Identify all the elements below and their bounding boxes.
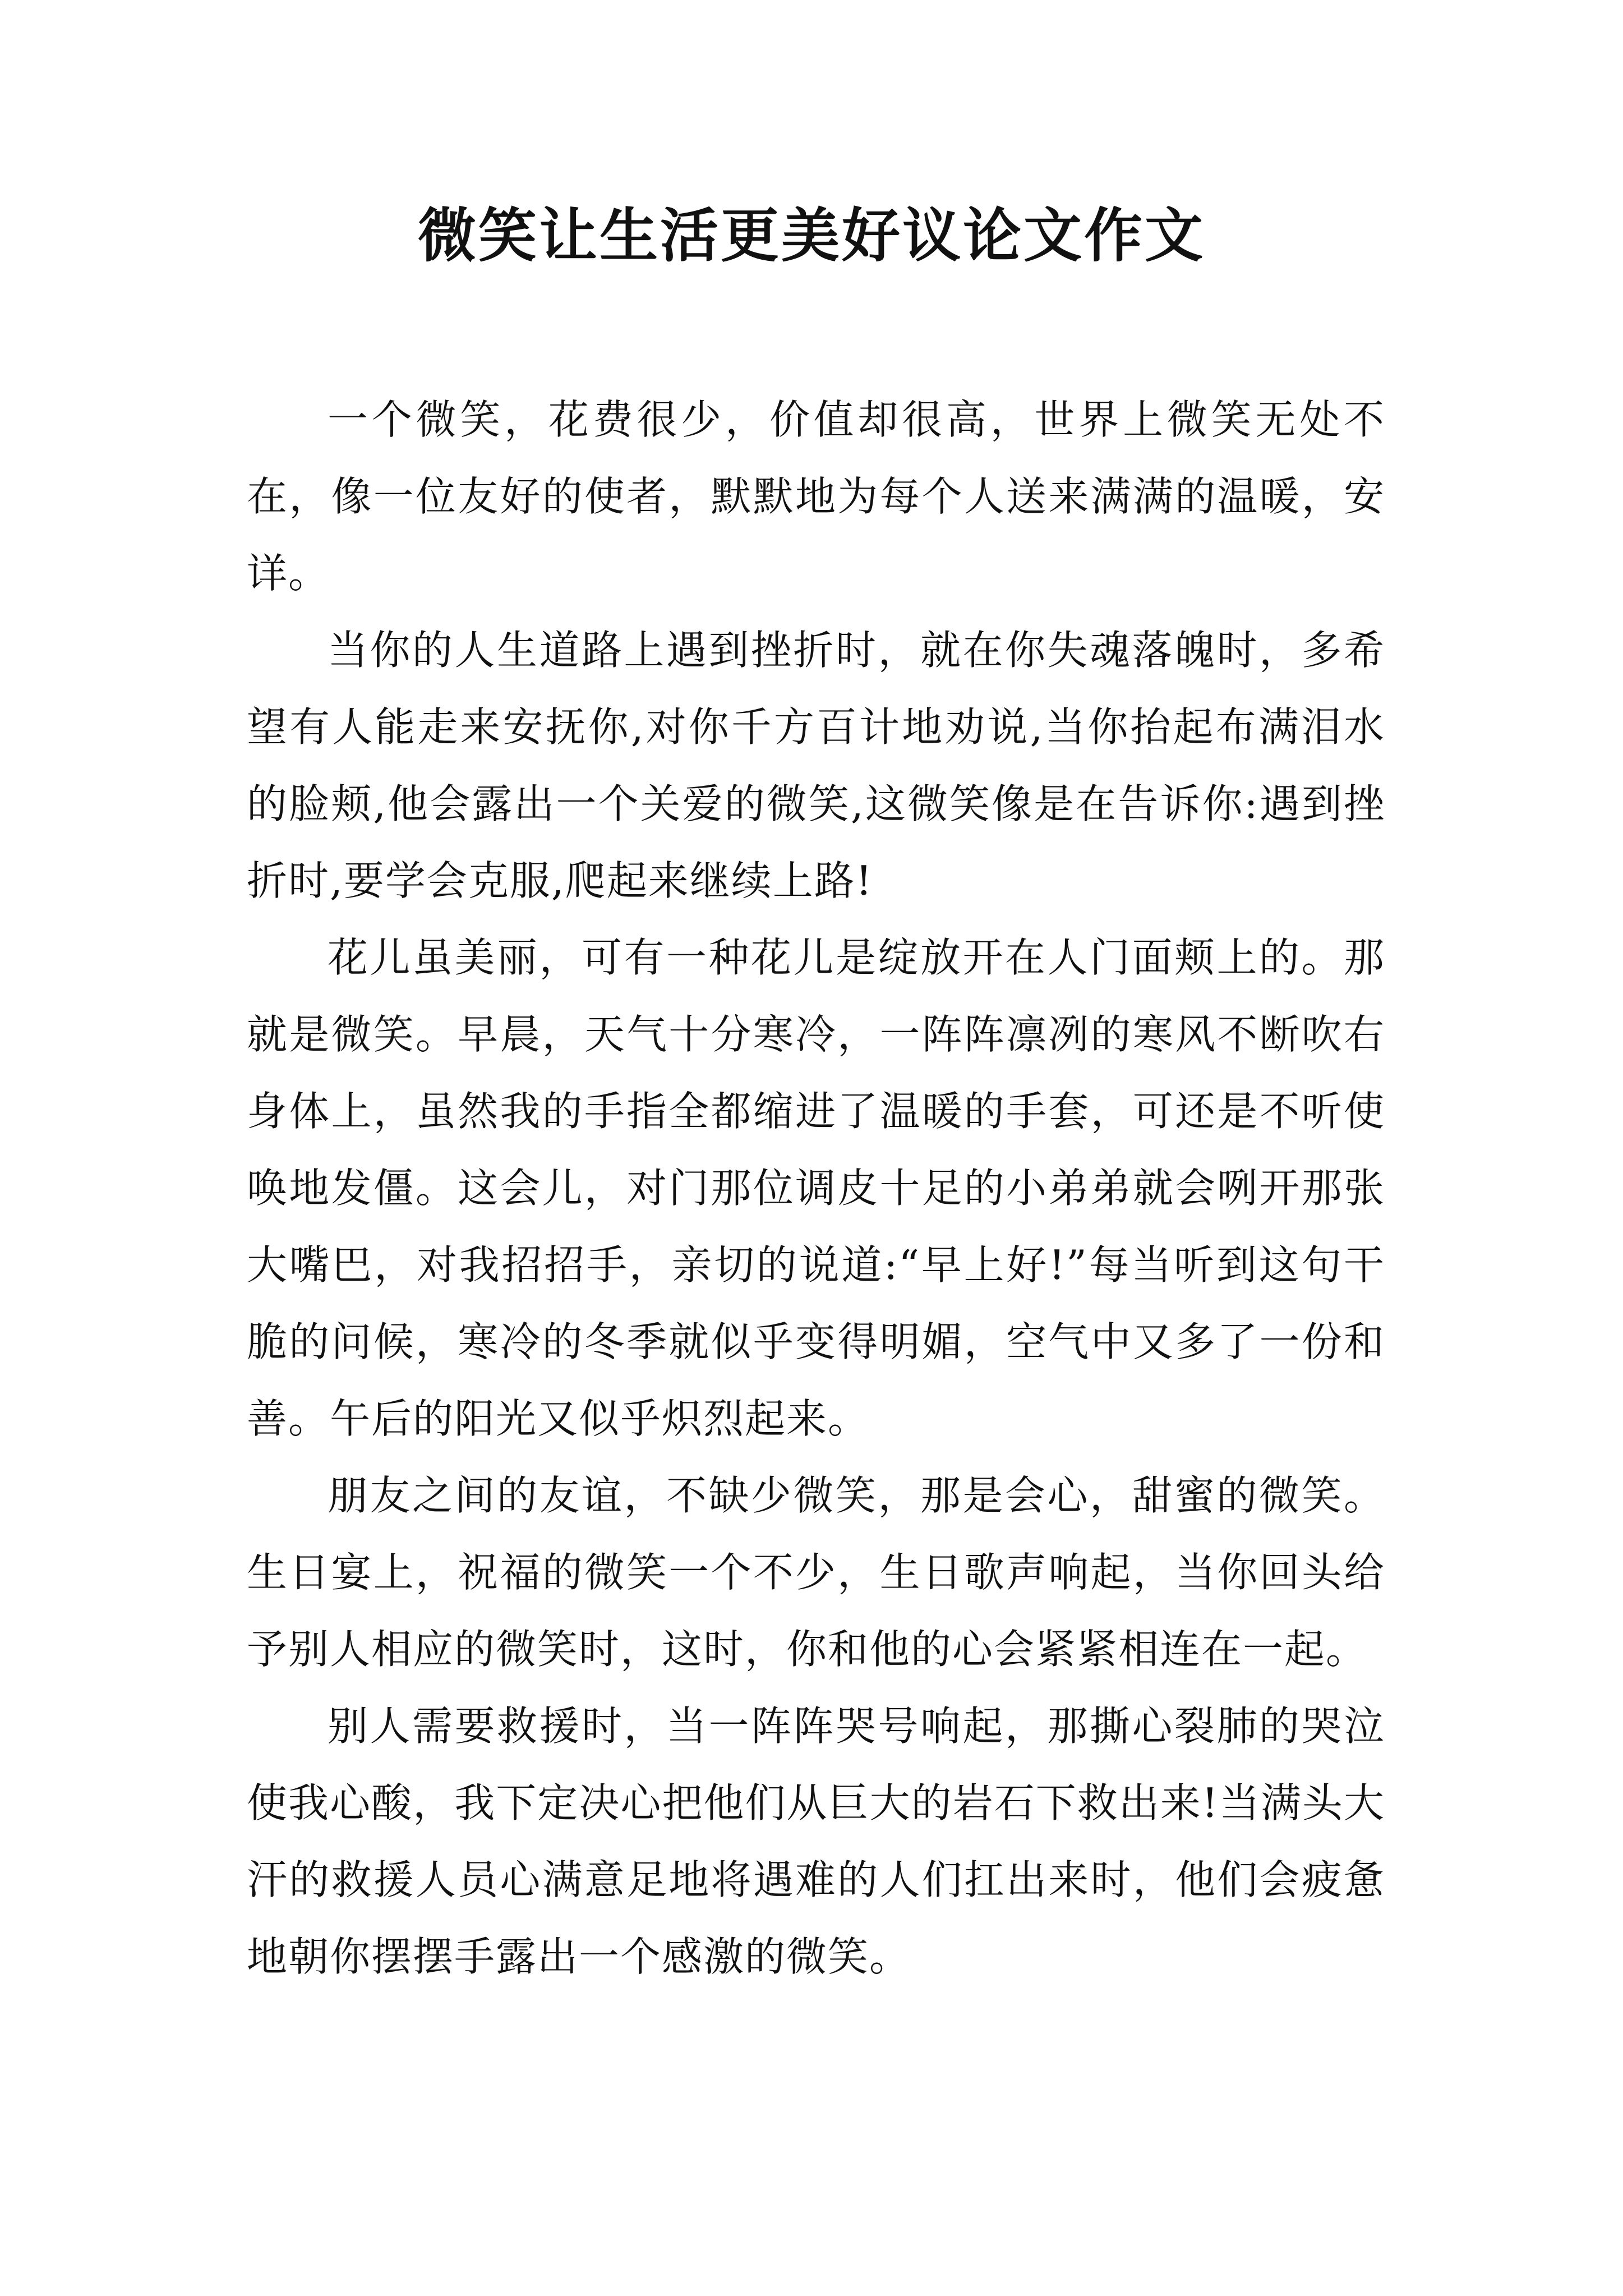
- paragraph-5: 别人需要救援时，当一阵阵哭号响起，那撕心裂肺的哭泣使我心酸，我下定决心把他们从巨大的岩石下救出来!当满头大汗的救援人员心满意足地将遇难的人们扛出来时，他们会疲惫地朝你摆摆手露出一个感激的微笑。: [247, 1703, 1385, 1980]
- paragraph-4: 朋友之间的友谊，不缺少微笑，那是会心，甜蜜的微笑。生日宴上，祝福的微笑一个不少，生日歌声响起，当你回头给予别人相应的微笑时，这时，你和他的心会紧紧相连在一起。: [247, 1472, 1385, 1673]
- paragraph-3: 花儿虽美丽，可有一种花儿是绽放开在人门面颊上的。那就是微笑。早晨，天气十分寒冷，一阵阵凛冽的寒风不断吹右身体上，虽然我的手指全都缩进了温暖的手套，可还是不听使唤地发僵。这会儿，对门那位调皮十足的小弟弟就会咧开那张大嘴巴，对我招招手，亲切的说道:“早上好!”每当听到这句干脆的问候，寒冷的冬季就似乎变得明媚，空气中又多了一份和善。午后的阳光又似乎炽烈起来。: [247, 934, 1385, 1442]
- paragraph-1: 一个微笑，花费很少，价值却很高，世界上微笑无处不在，像一位友好的使者，默默地为每个人送来满满的温暖，安详。: [247, 396, 1385, 597]
- page-title: 微笑让生活更美好议论文作文: [417, 201, 1205, 270]
- paragraph-2: 当你的人生道路上遇到挫折时，就在你失魂落魄时，多希望有人能走来安抚你,对你千方百计地劝说,当你抬起布满泪水的脸颊,他会露出一个关爱的微笑,这微笑像是在告诉你:遇到挫折时,要学会克服,爬起来继续上路!: [247, 627, 1385, 904]
- document-body: [247, 381, 1385, 1995]
